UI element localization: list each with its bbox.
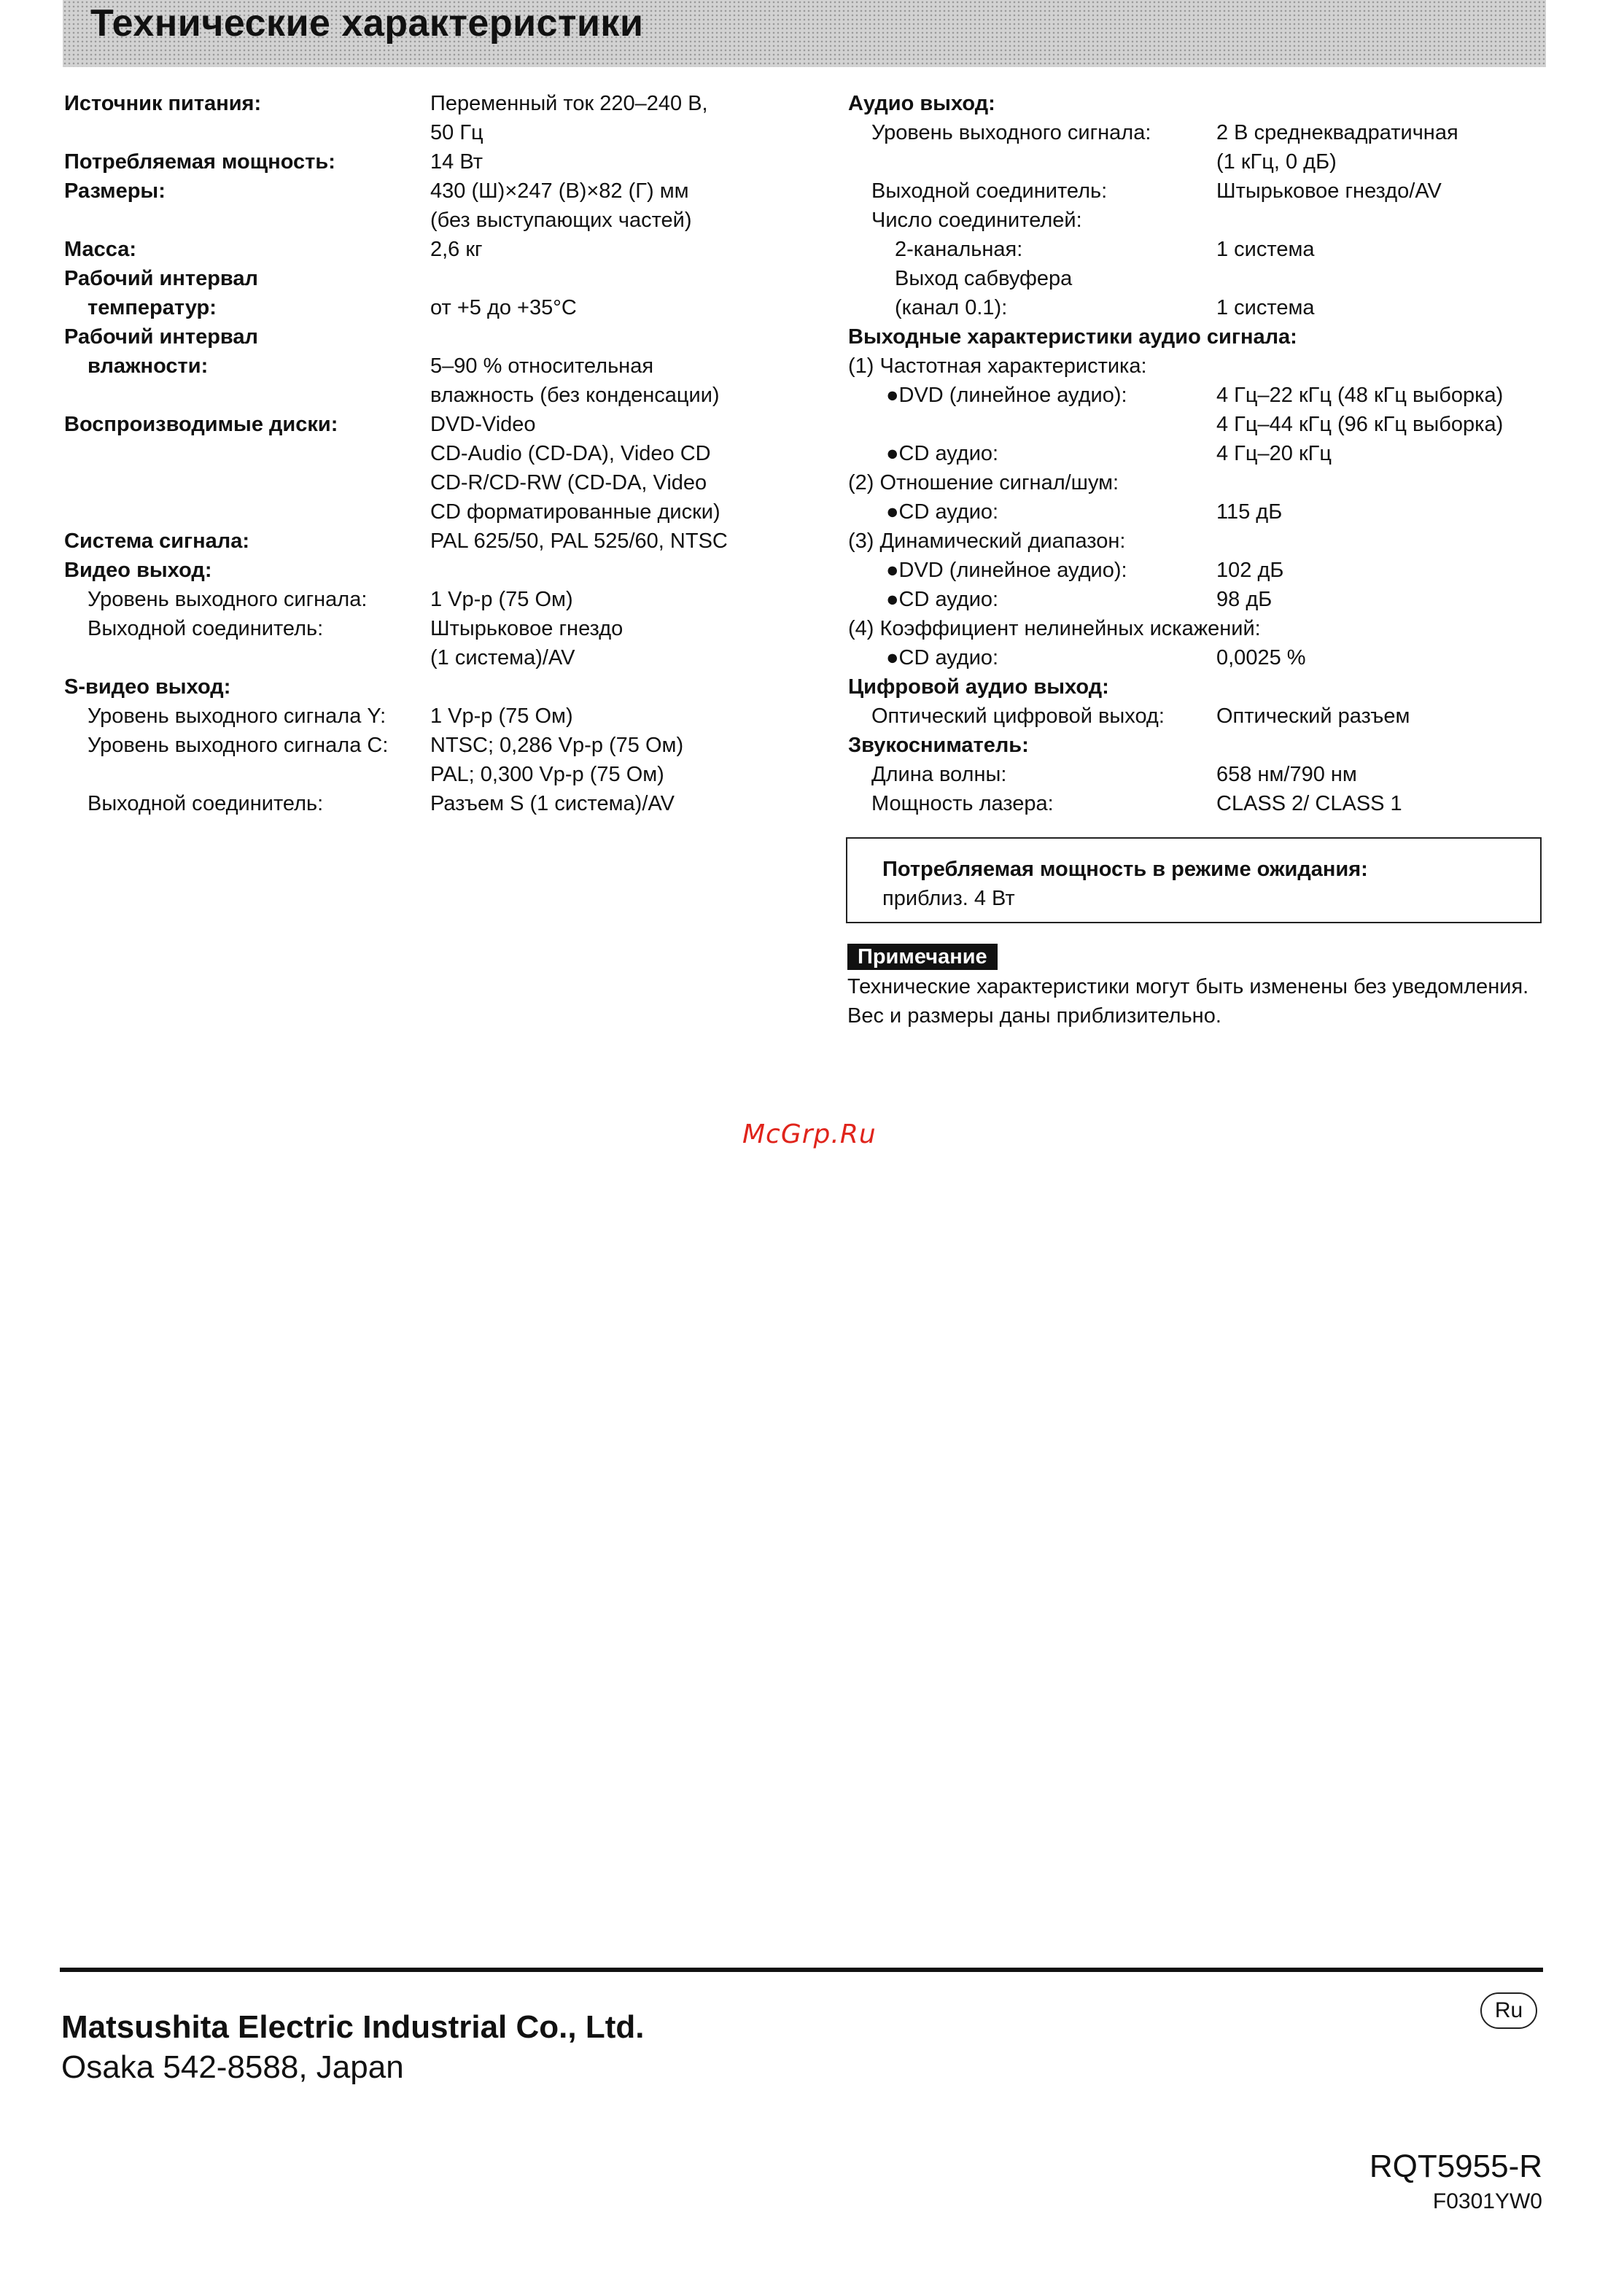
spec-value: Разъем S (1 система)/AV	[430, 792, 675, 815]
spec-label: (1) Частотная характеристика:	[848, 354, 1147, 378]
spec-value: 430 (Ш)×247 (В)×82 (Г) мм	[430, 179, 689, 203]
spec-row	[848, 702, 1548, 731]
spec-row	[64, 789, 793, 818]
spec-value: 4 Гц–44 кГц (96 кГц выборка)	[1216, 413, 1504, 436]
spec-row	[848, 614, 1548, 643]
spec-row	[848, 235, 1548, 264]
spec-label: (3) Динамический диапазон:	[848, 529, 1126, 553]
spec-row	[64, 585, 793, 614]
spec-row	[64, 439, 793, 468]
spec-label: ●DVD (линейное аудио):	[886, 559, 1127, 582]
spec-row	[64, 760, 793, 789]
note-line: Технические характеристики могут быть изменены без уведомления.	[847, 975, 1529, 998]
spec-label: Выходной соединитель:	[871, 179, 1108, 203]
spec-label: Видео выход:	[64, 559, 212, 582]
spec-row	[64, 264, 793, 293]
spec-row	[848, 672, 1548, 702]
spec-row	[848, 118, 1548, 147]
spec-value: 4 Гц–20 кГц	[1216, 442, 1332, 465]
spec-label: Размеры:	[64, 179, 166, 203]
spec-row	[848, 89, 1548, 118]
spec-label: 2-канальная:	[895, 238, 1023, 261]
spec-value: (1 кГц, 0 дБ)	[1216, 150, 1337, 174]
spec-value: 0,0025 %	[1216, 646, 1306, 669]
spec-label: Число соединителей:	[871, 209, 1082, 232]
spec-value: (без выступающих частей)	[430, 209, 692, 232]
spec-label: ●CD аудио:	[886, 442, 999, 465]
spec-label: Звукосниматель:	[848, 734, 1029, 757]
page-title: Технические характеристики	[90, 2, 644, 44]
spec-row	[848, 410, 1548, 439]
left-spec-column	[64, 89, 793, 818]
spec-value: PAL; 0,300 Vp-p (75 Ом)	[430, 763, 664, 786]
spec-row	[848, 585, 1548, 614]
spec-row	[64, 556, 793, 585]
spec-value: 1 Vp-p (75 Ом)	[430, 704, 573, 728]
spec-row	[64, 293, 793, 322]
spec-value: 115 дБ	[1216, 500, 1283, 524]
spec-row	[848, 556, 1548, 585]
standby-power-box	[846, 837, 1542, 923]
spec-label: Длина волны:	[871, 763, 1007, 786]
spec-label: (2) Отношение сигнал/шум:	[848, 471, 1119, 494]
spec-label: влажности:	[88, 354, 209, 378]
spec-label: Рабочий интервал	[64, 325, 258, 349]
spec-value: 14 Вт	[430, 150, 483, 174]
spec-row	[848, 439, 1548, 468]
document-number: RQT5955-R	[1369, 2148, 1542, 2184]
spec-label: ●CD аудио:	[886, 646, 999, 669]
spec-label: Система сигнала:	[64, 529, 249, 553]
spec-row	[64, 147, 793, 176]
footer-rule	[60, 1968, 1543, 1972]
spec-row	[64, 527, 793, 556]
spec-value: 5–90 % относительная	[430, 354, 654, 378]
spec-label: Выходные характеристики аудио сигнала:	[848, 325, 1297, 349]
spec-value: 102 дБ	[1216, 559, 1284, 582]
spec-row	[848, 352, 1548, 381]
spec-label: Выходной соединитель:	[88, 792, 324, 815]
spec-label: S-видео выход:	[64, 675, 231, 699]
spec-label: Оптический цифровой выход:	[871, 704, 1165, 728]
spec-row	[64, 702, 793, 731]
spec-label: Источник питания:	[64, 92, 262, 115]
spec-label: Цифровой аудио выход:	[848, 675, 1109, 699]
spec-value: CD форматированные диски)	[430, 500, 720, 524]
document-sub-code: F0301YW0	[1432, 2189, 1542, 2213]
spec-row	[64, 322, 793, 352]
spec-value: DVD-Video	[430, 413, 536, 436]
spec-value: влажность (без конденсации)	[430, 384, 720, 407]
spec-label: ●CD аудио:	[886, 588, 999, 611]
spec-value: 98 дБ	[1216, 588, 1273, 611]
spec-label: ●CD аудио:	[886, 500, 999, 524]
spec-label: ●DVD (линейное аудио):	[886, 384, 1127, 407]
spec-row	[848, 176, 1548, 206]
spec-value: от +5 до +35°C	[430, 296, 577, 319]
spec-label: Масса:	[64, 238, 137, 261]
spec-row	[848, 760, 1548, 789]
spec-value: 1 система	[1216, 238, 1315, 261]
spec-row	[64, 352, 793, 381]
spec-row	[64, 672, 793, 702]
spec-value: 4 Гц–22 кГц (48 кГц выборка)	[1216, 384, 1504, 407]
spec-value: Штырьковое гнездо/AV	[1216, 179, 1442, 203]
spec-label: Уровень выходного сигнала C:	[88, 734, 389, 757]
spec-label: Рабочий интервал	[64, 267, 258, 290]
spec-value: CD-R/CD-RW (CD-DA, Video	[430, 471, 707, 494]
spec-label: Уровень выходного сигнала Y:	[88, 704, 386, 728]
spec-label: Уровень выходного сигнала:	[88, 588, 368, 611]
note-label: Примечание	[847, 944, 998, 970]
spec-row	[64, 497, 793, 527]
spec-row	[848, 643, 1548, 672]
spec-row	[64, 206, 793, 235]
spec-row	[64, 731, 793, 760]
spec-row	[64, 410, 793, 439]
spec-row	[848, 527, 1548, 556]
right-spec-column	[848, 89, 1548, 818]
spec-row	[64, 643, 793, 672]
spec-row	[848, 468, 1548, 497]
note-line: Вес и размеры даны приблизительно.	[847, 1004, 1221, 1028]
spec-row	[848, 206, 1548, 235]
spec-label: (4) Коэффициент нелинейных искажений:	[848, 617, 1261, 640]
spec-label: Потребляемая мощность:	[64, 150, 335, 174]
spec-value: Штырьковое гнездо	[430, 617, 623, 640]
spec-label: Мощность лазера:	[871, 792, 1054, 815]
spec-row	[848, 147, 1548, 176]
company-name: Matsushita Electric Industrial Co., Ltd.	[61, 2009, 645, 2045]
language-badge: Ru	[1480, 1992, 1537, 2029]
spec-row	[64, 468, 793, 497]
spec-value: 2,6 кг	[430, 238, 483, 261]
spec-value: CD-Audio (CD-DA), Video CD	[430, 442, 711, 465]
watermark: McGrp.Ru	[742, 1119, 877, 1149]
spec-value: 658 нм/790 нм	[1216, 763, 1357, 786]
spec-value: PAL 625/50, PAL 525/60, NTSC	[430, 529, 728, 553]
spec-row	[848, 322, 1548, 352]
note-text	[847, 972, 1543, 1030]
spec-row	[64, 89, 793, 118]
spec-row	[848, 497, 1548, 527]
spec-row	[64, 118, 793, 147]
spec-value: (1 система)/AV	[430, 646, 575, 669]
spec-label: Выход сабвуфера	[895, 267, 1073, 290]
spec-value: 1 система	[1216, 296, 1315, 319]
spec-row	[64, 614, 793, 643]
spec-value: NTSC; 0,286 Vp-p (75 Ом)	[430, 734, 684, 757]
spec-row	[64, 176, 793, 206]
spec-row	[64, 381, 793, 410]
spec-label: температур:	[88, 296, 217, 319]
spec-row	[64, 235, 793, 264]
spec-row	[848, 789, 1548, 818]
spec-label: Аудио выход:	[848, 92, 995, 115]
spec-label: Воспроизводимые диски:	[64, 413, 338, 436]
spec-value: Оптический разъем	[1216, 704, 1410, 728]
spec-row	[848, 731, 1548, 760]
spec-value: 50 Гц	[430, 121, 483, 144]
spec-value: CLASS 2/ CLASS 1	[1216, 792, 1402, 815]
spec-value: 2 В среднеквадратичная	[1216, 121, 1458, 144]
spec-label: Уровень выходного сигнала:	[871, 121, 1151, 144]
spec-label: (канал 0.1):	[895, 296, 1008, 319]
standby-value: приблиз. 4 Вт	[882, 887, 1015, 910]
spec-row	[848, 293, 1548, 322]
spec-value: Переменный ток 220–240 В,	[430, 92, 708, 115]
standby-heading: Потребляемая мощность в режиме ожидания:	[882, 858, 1368, 881]
spec-label: Выходной соединитель:	[88, 617, 324, 640]
company-address: Osaka 542-8588, Japan	[61, 2049, 404, 2085]
spec-row	[848, 264, 1548, 293]
spec-value: 1 Vp-p (75 Ом)	[430, 588, 573, 611]
spec-row	[848, 381, 1548, 410]
